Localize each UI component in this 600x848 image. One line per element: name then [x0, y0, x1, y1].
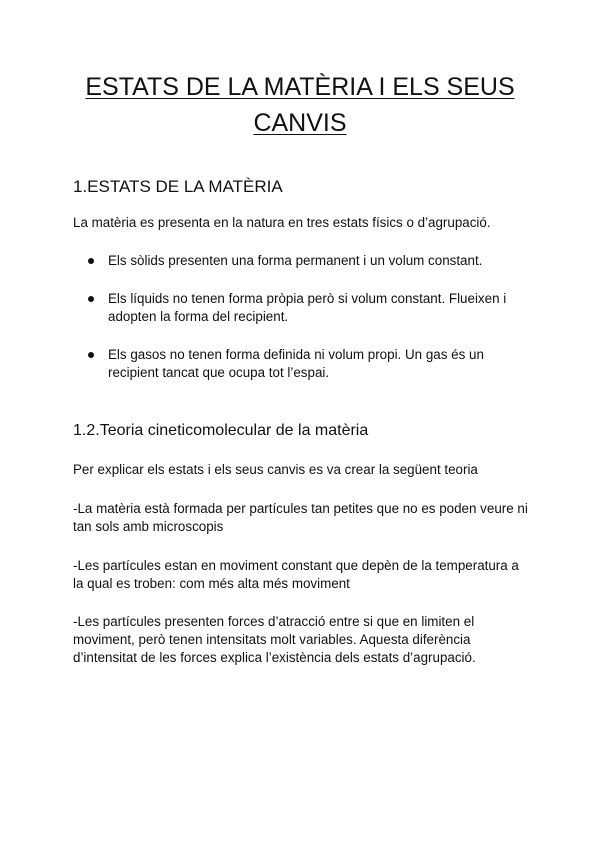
bullet-icon	[88, 352, 94, 358]
document-title: ESTATS DE LA MATÈRIA I ELS SEUS CANVIS	[85, 73, 515, 137]
bullet-text: Els líquids no tenen forma pròpia però si volum constant. Flueixen i adopten la forma del recipient.	[108, 291, 507, 324]
section-heading-teoria: 1.2.Teoria cineticomolecular de la matèria	[73, 422, 369, 439]
bullet-item-liquids	[88, 290, 528, 326]
section-intro: La matèria es presenta en la natura en tres estats físics o d’agrupació.	[73, 215, 491, 230]
bullet-item-gases	[88, 346, 528, 382]
theory-point-particles: -La matèria està formada per partícules tan petites que no es poden veure ni tan sols amb microscopis	[73, 501, 528, 534]
theory-intro-paragraph: Per explicar els estats i els seus canvis es va crear la següent teoria	[73, 462, 478, 477]
theory-point-movement: -Les partícules estan en moviment constant que depèn de la temperatura a la qual es troben: com més alta més moviment	[73, 558, 519, 591]
bullet-text: Els gasos no tenen forma definida ni volum propi. Un gas és un recipient tancat que ocupa tot l’espai.	[108, 347, 484, 380]
section-heading-estats: 1.ESTATS DE LA MATÈRIA	[73, 177, 283, 196]
bullet-text: Els sòlids presenten una forma permanent i un volum constant.	[108, 253, 483, 268]
bullet-icon	[88, 296, 94, 302]
states-bullet-list	[88, 252, 528, 402]
bullet-item-solids	[88, 252, 528, 270]
bullet-icon	[88, 258, 94, 264]
theory-point-forces: -Les partícules presenten forces d’atracció entre si que en limiten el moviment, però tenen intensitats molt variables. Aquesta diferència d’intensitat de les forces explica l’existència dels estats d’agrupació.	[73, 614, 476, 665]
